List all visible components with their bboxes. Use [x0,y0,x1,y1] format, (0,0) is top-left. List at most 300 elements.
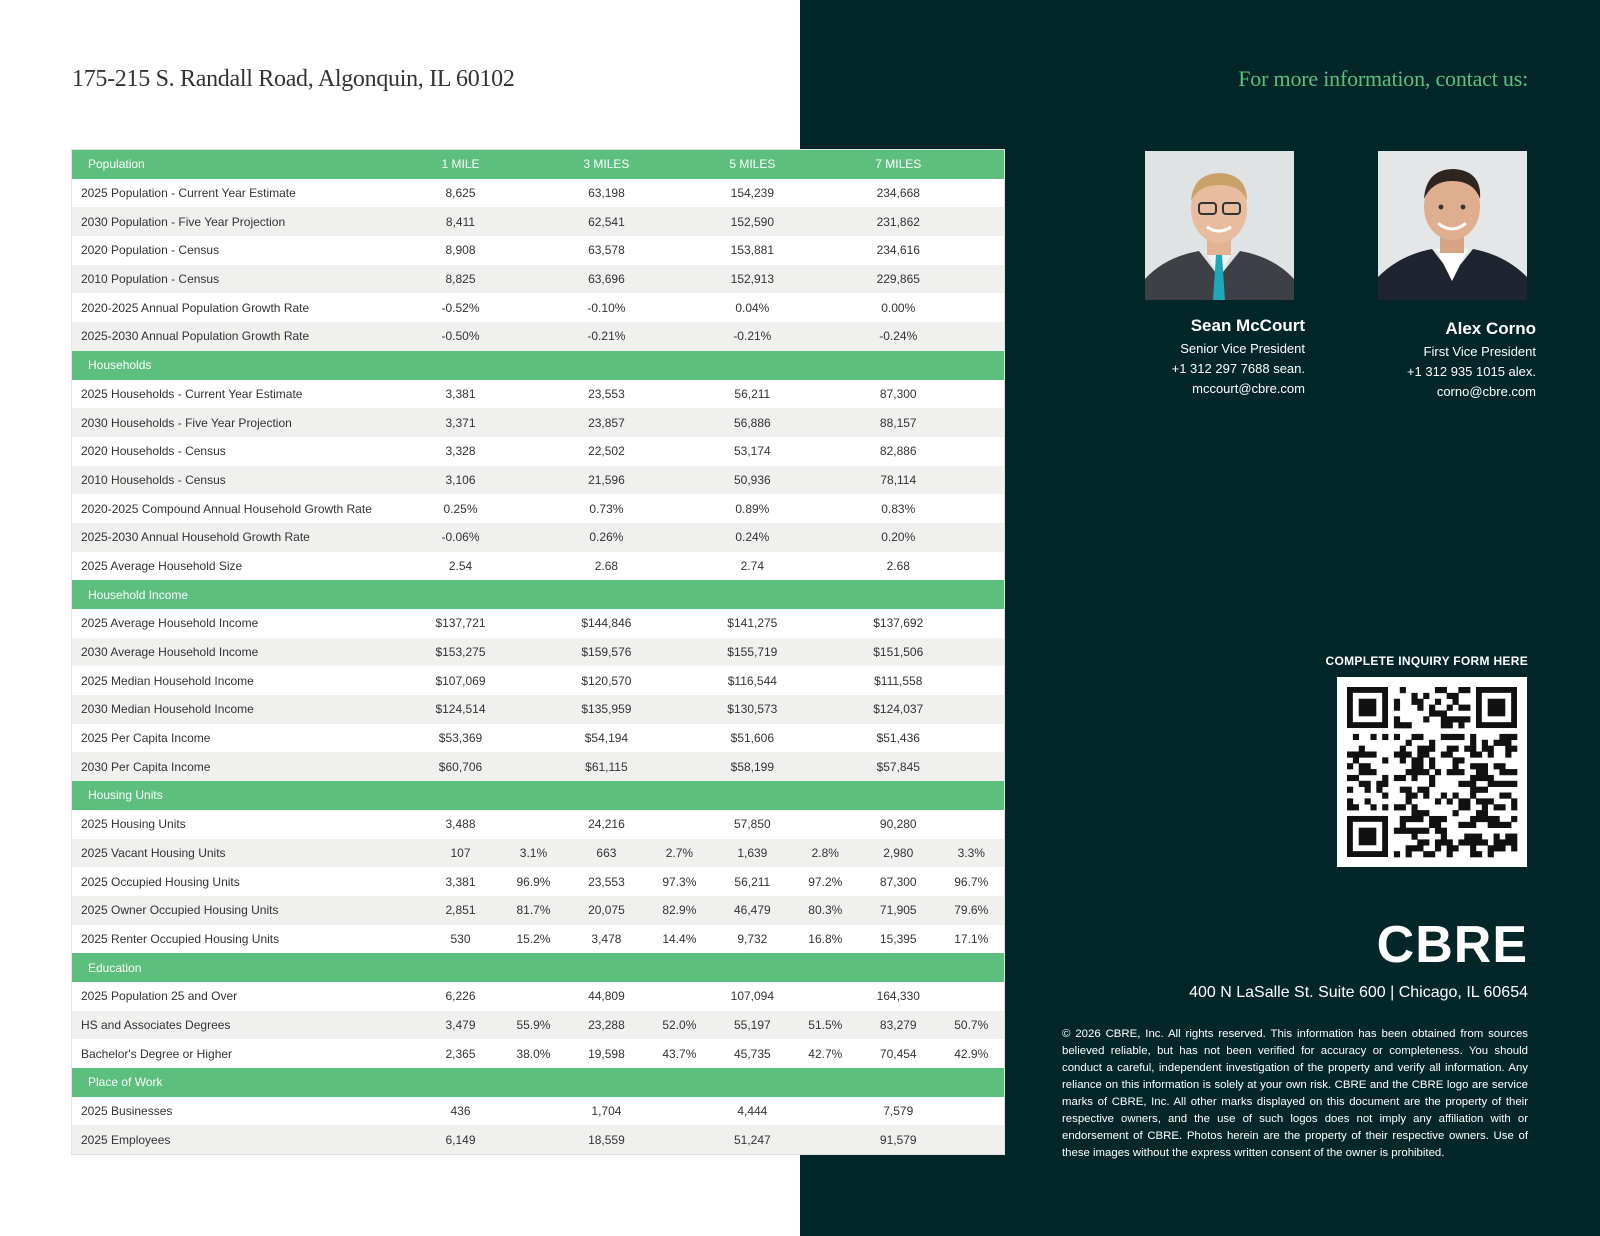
table-row [72,839,1004,868]
cell-percent [939,207,1004,236]
section-spacer [566,781,647,810]
cell-percent [501,1097,566,1126]
row-label: 2025-2030 Annual Population Growth Rate [72,322,420,351]
cell-value: $51,436 [858,724,939,753]
cell-percent: 2.7% [647,839,712,868]
cell-percent [647,408,712,437]
row-label: 2025 Owner Occupied Housing Units [72,896,420,925]
cell-percent [939,494,1004,523]
cell-percent: 52.0% [647,1011,712,1040]
cell-value: $141,275 [712,609,793,638]
cell-value: 3,478 [591,931,622,946]
cell-value: $116,544 [727,673,777,688]
section-spacer [712,351,793,380]
row-label: 2025 Average Household Income [72,609,420,638]
row-label: 2030 Households - Five Year Projection [72,408,420,437]
cell-value: -0.52% [441,300,480,315]
cell-value: 152,913 [712,265,793,294]
section-spacer [793,781,858,810]
agent-photo-alex-corno [1378,151,1527,300]
section-title: Housing Units [72,781,420,810]
table-row [72,810,1004,839]
row-label: 2030 Median Household Income [72,695,420,724]
cell-percent: 96.9% [501,867,566,896]
cell-percent: 96.7% [939,867,1004,896]
cell-value: 3,371 [420,408,501,437]
section-spacer [647,953,712,982]
cell-value: 44,809 [566,982,647,1011]
cell-value: 91,579 [858,1125,939,1154]
section-spacer [647,781,712,810]
cell-value: -0.21% [566,322,647,351]
cell-percent [647,724,712,753]
cell-percent [939,293,1004,322]
section-spacer [858,1068,939,1097]
cell-percent [939,1097,1004,1126]
cell-value: 2.54 [448,558,473,573]
section-spacer [566,580,647,609]
cell-value: $137,721 [420,609,501,638]
agent-title: First Vice President [1423,344,1536,359]
row-label: 2025 Businesses [72,1097,420,1126]
cell-percent [793,1097,858,1126]
cell-percent [793,236,858,265]
cell-value: 70,454 [879,1046,917,1061]
cell-percent [647,207,712,236]
cell-percent: 42.9% [954,1046,989,1061]
cell-percent [501,609,566,638]
cell-percent [939,666,1004,695]
column-header: 3 MILES [566,150,647,179]
section-spacer [501,781,566,810]
cell-value: 62,541 [566,207,647,236]
cell-percent [793,752,858,781]
section-title: Population [72,150,420,179]
row-label: Bachelor's Degree or Higher [81,1046,233,1061]
table-row [72,207,1004,236]
cell-value: 663 [566,839,647,868]
cell-value: 2.68 [594,558,619,573]
cell-percent [939,380,1004,409]
cell-value: $120,570 [581,673,632,688]
section-spacer [858,351,939,380]
cell-value: 20,075 [566,896,647,925]
cell-value: 57,850 [733,817,771,832]
cell-value: $137,692 [858,609,939,638]
cell-percent [501,293,566,322]
cell-percent [793,494,858,523]
row-label: 2025 Per Capita Income [72,724,420,753]
cell-value: 229,865 [858,265,939,294]
section-spacer [793,580,858,609]
cell-percent [793,207,858,236]
cell-value: 8,411 [420,207,501,236]
table-row [72,896,1004,925]
cell-percent: 43.7% [662,1046,697,1061]
section-spacer [501,580,566,609]
cell-value: $153,275 [420,638,501,667]
column-header: 1 MILE [420,150,501,179]
cell-value: 23,857 [566,408,647,437]
cell-value: $51,606 [712,724,793,753]
cell-value: 88,157 [858,408,939,437]
section-spacer [501,150,566,179]
cell-value: 0.04% [735,300,770,315]
row-label: 2025 Population 25 and Over [72,982,420,1011]
person-icon [1145,151,1294,300]
cell-value: $124,514 [420,695,501,724]
cell-percent [939,609,1004,638]
cell-percent [647,293,712,322]
section-spacer [793,953,858,982]
cell-percent [647,810,712,839]
cell-value: 82,886 [879,444,917,459]
table-row [72,1011,1004,1040]
row-label: 2025-2030 Annual Household Growth Rate [72,523,420,552]
cell-value: $155,719 [712,638,793,667]
cell-percent [647,752,712,781]
cell-value: -0.06% [420,523,501,552]
cell-percent [939,1125,1004,1154]
row-label: 2020 Population - Census [72,236,420,265]
section-spacer [939,351,1004,380]
cell-value: 23,553 [566,380,647,409]
section-spacer [566,953,647,982]
cell-percent: 97.3% [647,867,712,896]
cell-value: 0.00% [881,300,916,315]
cell-percent [647,1097,712,1126]
cell-percent [939,638,1004,667]
cell-value: 22,502 [588,444,625,459]
row-label: 2025 Vacant Housing Units [72,839,420,868]
section-spacer [647,150,712,179]
table-row [72,265,1004,294]
cell-value: 8,825 [420,265,501,294]
cell-percent [501,494,566,523]
cell-percent: 81.7% [501,896,566,925]
legal-disclaimer: © 2026 CBRE, Inc. All rights reserved. This information has been obtained from sources believed reliable, but has not been verified for accuracy or completeness. You should conduct a careful, independent investigation of the property and verify all information. Any reliance on this information is solely at your own risk. CBRE and the CBRE logo are service marks of CBRE, Inc. All other marks displayed on this document are the property of their respective owners, and the use of such logos does not imply any affiliation with or endorsement of CBRE. Photos herein are the property of their respective owners. Use of these images without the express written consent of the owner is prohibited. [1062,1028,1528,1159]
section-spacer [858,953,939,982]
cell-percent [647,494,712,523]
cell-value: 78,114 [858,466,939,495]
cell-value: 153,881 [712,236,793,265]
cell-percent [793,695,858,724]
row-label: 2025 Housing Units [81,817,186,832]
row-label: HS and Associates Degrees [72,1011,420,1040]
cell-percent [647,1125,712,1154]
cell-percent [647,236,712,265]
agent-email[interactable]: corno@cbre.com [1436,384,1536,399]
cell-percent [793,380,858,409]
cell-value: $60,706 [420,752,501,781]
cell-percent [501,982,566,1011]
cell-percent: 14.4% [662,931,697,946]
cell-percent [501,695,566,724]
table-row [72,179,1004,208]
cell-percent [647,466,712,495]
cell-value: 2,980 [858,839,939,868]
table-row [72,1039,1004,1068]
section-spacer [939,150,1004,179]
section-spacer [939,781,1004,810]
cell-percent [939,265,1004,294]
agent-phone-email[interactable]: +1 312 297 7688 sean. [1171,361,1305,376]
cell-value: $135,959 [566,695,647,724]
cell-percent [793,552,858,581]
cell-percent [793,523,858,552]
row-label: 2010 Households - Census [72,466,420,495]
section-spacer [793,1068,858,1097]
contact-heading: For more information, contact us: [1238,66,1528,91]
table-row [72,408,1004,437]
cell-percent: 55.9% [501,1011,566,1040]
cell-percent [647,695,712,724]
cell-percent [793,408,858,437]
section-spacer [939,1068,1004,1097]
cell-percent [793,724,858,753]
cell-value: 231,862 [858,207,939,236]
cell-value: 23,288 [566,1011,647,1040]
section-spacer [712,953,793,982]
cell-percent: 82.9% [647,896,712,925]
cell-percent [501,666,566,695]
row-label: 2025 Employees [72,1125,420,1154]
agent-card-sean-mccourt [1172,316,1305,399]
cell-percent [793,322,858,351]
cell-percent: 3.1% [501,839,566,868]
cell-percent [793,810,858,839]
table-row [72,752,1004,781]
inquiry-qr-code[interactable] [1337,677,1527,867]
table-row [72,666,1004,695]
row-label: 2025 Population - Current Year Estimate [81,186,296,201]
section-spacer [793,351,858,380]
cell-value: $111,558 [874,673,923,688]
office-address: 400 N LaSalle St. Suite 600 | Chicago, IL 60654 [1189,984,1528,1001]
cell-value: 2,365 [445,1046,476,1061]
section-spacer [712,580,793,609]
cell-percent [501,638,566,667]
section-title: Household Income [72,580,420,609]
section-spacer [501,1068,566,1097]
cell-percent [939,322,1004,351]
cell-percent [939,466,1004,495]
cell-percent [647,552,712,581]
section-spacer [858,781,939,810]
cell-value: $144,846 [566,609,647,638]
cell-percent [647,179,712,208]
section-title: Households [72,351,420,380]
cell-value: $58,199 [712,752,793,781]
cell-value: 3,106 [420,466,501,495]
cell-percent [501,437,566,466]
cell-value: $151,506 [858,638,939,667]
cell-percent [939,408,1004,437]
cell-percent: 17.1% [954,931,989,946]
row-label: 2030 Population - Five Year Projection [72,207,420,236]
cell-value: 6,149 [420,1125,501,1154]
table-row [72,1125,1004,1154]
cell-value: 87,300 [858,380,939,409]
property-address-title: 175-215 S. Randall Road, Algonquin, IL 60102 [72,66,515,92]
cell-value: $124,037 [858,695,939,724]
section-header [72,781,1004,810]
cell-percent [501,724,566,753]
agent-photo-sean-mccourt [1145,151,1294,300]
cell-percent [939,982,1004,1011]
cell-value: 87,300 [858,867,939,896]
row-label: 2025 Households - Current Year Estimate [72,380,420,409]
section-header [72,953,1004,982]
cell-value: 56,211 [712,867,793,896]
table-row [72,236,1004,265]
cell-percent [501,466,566,495]
cell-value: 107,094 [712,982,793,1011]
row-label: 2010 Population - Census [72,265,420,294]
cell-percent: 42.7% [808,1046,843,1061]
cell-percent: 50.7% [939,1011,1004,1040]
cell-percent [939,552,1004,581]
cell-value: 19,598 [588,1046,625,1061]
cell-value: 21,596 [566,466,647,495]
cell-percent [793,293,858,322]
cell-value: 0.83% [858,494,939,523]
cell-value: 3,479 [420,1011,501,1040]
cell-value: 18,559 [566,1125,647,1154]
cell-percent [501,265,566,294]
section-header [72,150,1004,179]
agent-phone-email[interactable]: +1 312 935 1015 alex. [1406,364,1536,379]
cell-percent [501,322,566,351]
cell-percent [647,638,712,667]
cell-percent [501,523,566,552]
cell-value: 63,198 [588,186,625,201]
section-spacer [566,1068,647,1097]
cell-percent [793,265,858,294]
section-spacer [566,351,647,380]
section-spacer [939,953,1004,982]
cell-percent [501,752,566,781]
cell-value: $159,576 [566,638,647,667]
row-label: 2025 Median Household Income [81,673,254,688]
section-spacer [420,1068,501,1097]
section-spacer [939,580,1004,609]
cell-value: -0.24% [858,322,939,351]
table-row [72,494,1004,523]
cell-percent [647,523,712,552]
section-title: Place of Work [72,1068,420,1097]
cell-value: 2.68 [886,558,910,573]
cell-percent: 16.8% [808,931,843,946]
cell-value: 164,330 [858,982,939,1011]
cell-percent [793,666,858,695]
cell-value: 53,174 [733,444,771,459]
inquiry-form-label: COMPLETE INQUIRY FORM HERE [1325,654,1528,668]
cell-percent [647,265,712,294]
cell-value: 1,639 [712,839,793,868]
cell-percent [501,179,566,208]
table-row [72,523,1004,552]
section-spacer [712,1068,793,1097]
cell-value: $57,845 [858,752,939,781]
cell-value: 107 [420,839,501,868]
cell-percent [793,179,858,208]
cell-value: -0.10% [587,300,626,315]
table-row [72,867,1004,896]
section-spacer [420,580,501,609]
cell-value: 8,625 [445,186,476,201]
cell-percent: 2.8% [793,839,858,868]
column-header: 5 MILES [712,150,793,179]
cell-value: 0.24% [712,523,793,552]
cell-percent [501,552,566,581]
section-spacer [420,953,501,982]
agent-card-alex-corno [1407,319,1536,402]
cell-percent [939,695,1004,724]
section-spacer [420,351,501,380]
cell-percent [501,207,566,236]
table-row [72,380,1004,409]
cell-value: 45,735 [733,1046,771,1061]
row-label: 2025 Occupied Housing Units [72,867,420,896]
cell-value: 7,579 [858,1097,939,1126]
cell-value: 3,488 [445,817,476,832]
qr-code-icon [1337,677,1527,867]
cell-percent [501,236,566,265]
table-row [72,1097,1004,1126]
row-label: 2020-2025 Annual Population Growth Rate [81,300,310,315]
row-label: 2030 Average Household Income [72,638,420,667]
row-label: 2020 Households - Census [81,444,226,459]
row-label: 2020-2025 Compound Annual Household Growth Rate [72,494,420,523]
cell-value: -0.50% [420,322,501,351]
cell-value: $107,069 [435,673,486,688]
cell-percent [793,982,858,1011]
cell-value: 1,704 [566,1097,647,1126]
cell-percent [939,236,1004,265]
section-header [72,351,1004,380]
agent-title: Senior Vice President [1180,341,1305,356]
cell-percent [793,1125,858,1154]
cell-percent [939,179,1004,208]
row-label: 2025 Renter Occupied Housing Units [81,931,280,946]
cell-value: 2.74 [740,558,765,573]
cell-value: 0.25% [420,494,501,523]
table-row [72,724,1004,753]
cell-value: 63,578 [566,236,647,265]
cell-value: $130,573 [712,695,793,724]
cell-percent [647,609,712,638]
cell-value: 0.20% [858,523,939,552]
agent-name: Sean McCourt [1190,316,1305,335]
cell-value: -0.21% [712,322,793,351]
table-row [72,322,1004,351]
demographics-table [72,150,1004,1154]
cell-value: 152,590 [712,207,793,236]
section-spacer [501,351,566,380]
cell-value: $53,369 [420,724,501,753]
section-spacer [647,351,712,380]
cell-percent [501,380,566,409]
cell-percent [501,1125,566,1154]
table-row [72,695,1004,724]
cell-percent [793,466,858,495]
agent-name: Alex Corno [1445,319,1536,338]
table-row [72,437,1004,466]
row-label: 2030 Per Capita Income [72,752,420,781]
agent-email[interactable]: mccourt@cbre.com [1192,381,1305,396]
cbre-logo: CBRE [1376,916,1528,974]
